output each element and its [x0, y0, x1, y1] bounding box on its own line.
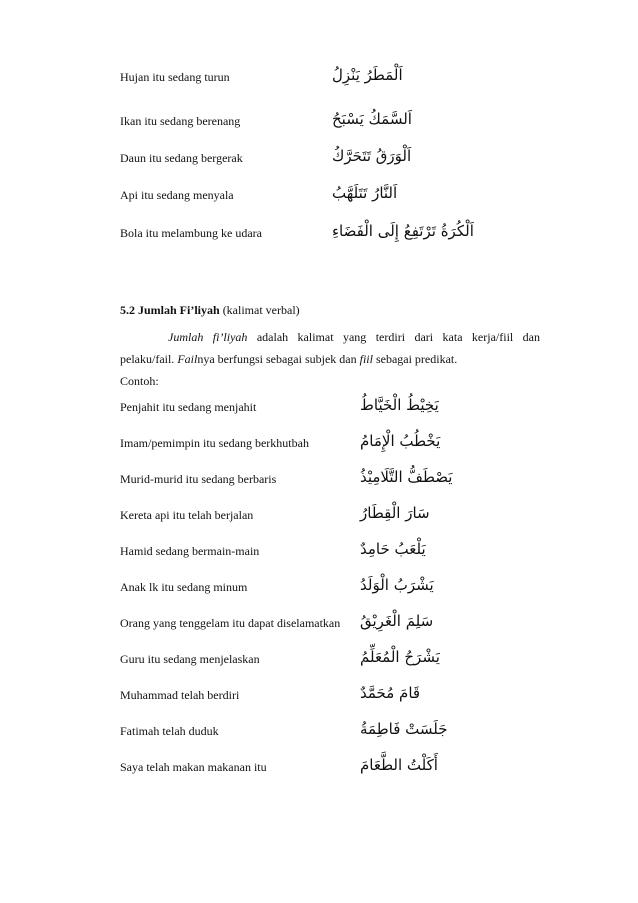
example-arabic: يَشْرَحُ الْمُعَلِّمُ [360, 648, 440, 666]
paragraph-text: sebagai predikat. [372, 352, 458, 366]
example-row [120, 684, 540, 712]
example-latin: Fatimah telah duduk [120, 724, 219, 738]
example-row [120, 576, 540, 604]
example-arabic: يَخْطُبُ الْإِمَامُ [360, 432, 441, 450]
paragraph-text: adalah kalimat yang terdiri dari kata kerja/fiil dan [247, 330, 540, 344]
example-arabic: يَصْطَفُّ التَّلَامِيْذُ [360, 468, 453, 486]
example-latin: Api itu sedang menyala [120, 188, 234, 202]
example-row [120, 66, 540, 94]
example-latin: Ikan itu sedang berenang [120, 114, 241, 128]
example-row [120, 720, 540, 748]
term-jumlah-filiyah: Jumlah fi’liyah [168, 330, 248, 344]
example-arabic: اَلْوَرَقُ تَتَحَرَّكُ [332, 147, 412, 165]
example-arabic: يَخِيْطُ الْخَيَّاطُ [360, 396, 439, 414]
example-arabic: سَارَ الْقِطَارُ [360, 504, 430, 522]
example-latin: Imam/pemimpin itu sedang berkhutbah [120, 436, 309, 450]
example-arabic: يَشْرَبُ الْوَلَدُ [360, 576, 434, 594]
example-latin: Daun itu sedang bergerak [120, 151, 243, 165]
example-row [120, 110, 540, 138]
paragraph-line-1 [120, 330, 540, 344]
example-arabic: جَلَسَتْ فَاطِمَةُ [360, 720, 448, 738]
example-latin: Anak lk itu sedang minum [120, 580, 248, 594]
example-row [120, 756, 540, 784]
example-row [120, 504, 540, 532]
example-row [120, 432, 540, 460]
example-arabic: يَلْعَبُ حَامِدٌ [360, 540, 426, 558]
example-arabic: سَلِمَ الْغَرِيْقُ [360, 612, 434, 630]
example-row [120, 648, 540, 676]
term-fail: Fail [177, 352, 198, 366]
section-heading [120, 303, 300, 318]
section-subtitle: (kalimat verbal) [219, 303, 300, 317]
paragraph-text: nya berfungsi sebagai subjek dan [197, 352, 360, 366]
example-latin: Penjahit itu sedang menjahit [120, 400, 257, 414]
example-row [120, 222, 540, 250]
example-arabic: اَلسَّمَكُ يَسْبَحُ [332, 110, 412, 128]
example-latin: Hamid sedang bermain-main [120, 544, 260, 558]
example-row [120, 540, 540, 568]
example-latin: Muhammad telah berdiri [120, 688, 240, 702]
example-latin: Orang yang tenggelam itu dapat diselamatkan [120, 616, 341, 630]
section-title: 5.2 Jumlah Fi’liyah [120, 303, 220, 317]
contoh-label: Contoh: [120, 374, 159, 388]
example-arabic: قَامَ مُحَمَّدٌ [360, 684, 421, 702]
example-latin: Saya telah makan makanan itu [120, 760, 267, 774]
example-arabic: اَلنَّارُ تَتَلَهَّبُ [332, 184, 398, 202]
example-latin: Kereta api itu telah berjalan [120, 508, 254, 522]
example-latin: Hujan itu sedang turun [120, 70, 230, 84]
paragraph-text: pelaku/fail. [120, 352, 178, 366]
example-row [120, 396, 540, 424]
example-latin: Murid-murid itu sedang berbaris [120, 472, 277, 486]
example-row [120, 468, 540, 496]
example-row [120, 612, 540, 640]
paragraph-line-2 [120, 352, 540, 366]
example-latin: Bola itu melambung ke udara [120, 226, 262, 240]
example-row [120, 184, 540, 212]
example-row [120, 147, 540, 175]
example-arabic: اَلْمَطَرُ يَنْزِلُ [332, 66, 403, 84]
example-latin: Guru itu sedang menjelaskan [120, 652, 260, 666]
term-fiil: fiil [359, 352, 373, 366]
example-arabic: اَلْكُرَةُ تَرْتَفِعُ إِلَى الْفَضَاءِ [332, 222, 474, 240]
example-arabic: أَكَلْتُ الطَّعَامَ [360, 756, 438, 774]
